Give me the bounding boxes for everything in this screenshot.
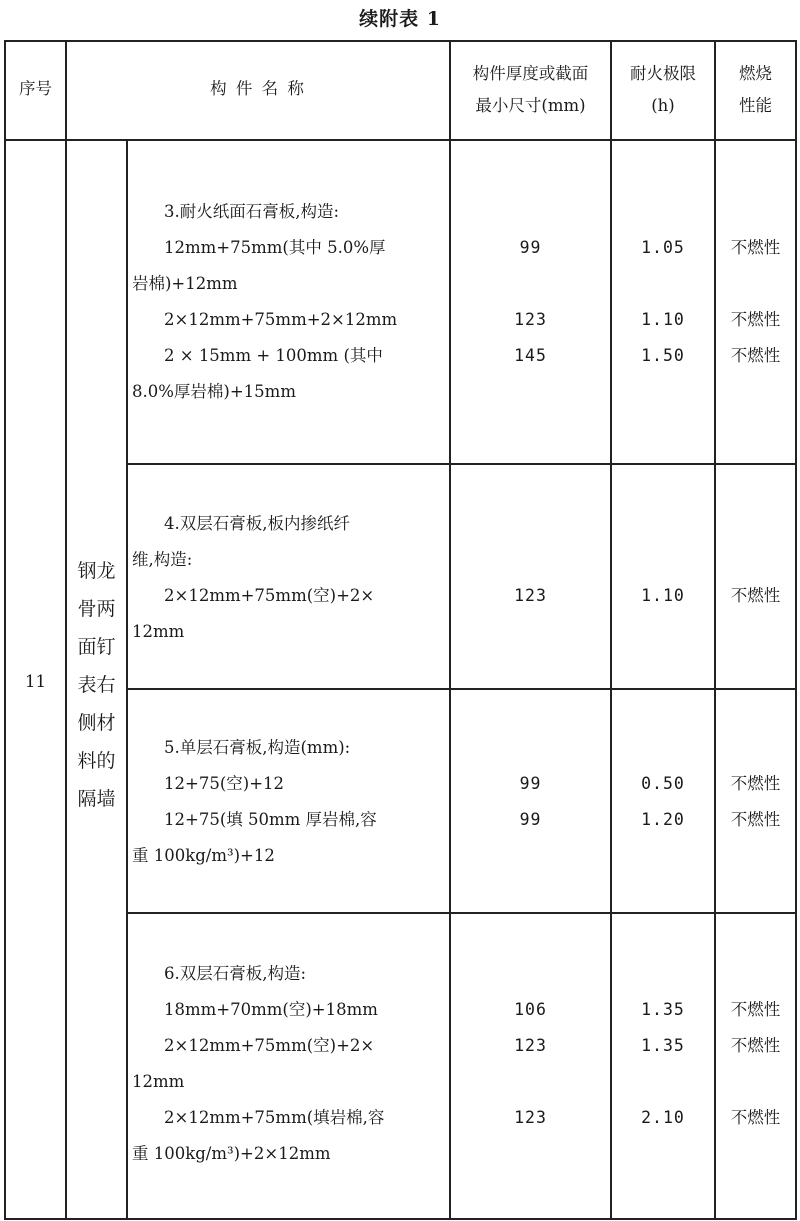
thickness-value: 99 [519,774,542,793]
fire-value: 1.20 [641,810,685,829]
section-6-line: 2×12mm+75mm(填岩棉,容 [164,1108,385,1127]
category-line: 隔墙 [77,788,116,810]
table-right-border [795,40,797,1220]
fire-value: 1.35 [641,1036,685,1055]
header-fire-line1: 耐火极限 [630,64,696,83]
thickness-value: 123 [514,310,547,329]
thickness-value: 99 [519,810,542,829]
section-3-line: 岩棉)+12mm [132,274,238,293]
thickness-value: 145 [514,346,547,365]
fire-value: 1.50 [641,346,685,365]
section-4-line: 4.双层石膏板,板内掺纸纤 [164,514,350,533]
fire-value: 2.10 [641,1108,685,1127]
burn-value: 不燃性 [730,774,781,793]
burn-value: 不燃性 [730,1036,781,1055]
section-5-line: 5.单层石膏板,构造(mm): [164,738,351,757]
section-6-line: 18mm+70mm(空)+18mm [164,1000,378,1019]
fire-value: 1.10 [641,586,685,605]
category-line: 料的 [77,750,116,772]
section-divider-1 [126,463,797,465]
header-thickness-line1: 构件厚度或截面 [472,64,589,83]
thickness-value: 99 [519,238,542,257]
header-fire-line2: (h) [651,96,675,115]
section-6-line: 2×12mm+75mm(空)+2× [164,1036,375,1055]
table-bottom-border [4,1218,797,1220]
section-5-line: 12+75(空)+12 [164,774,285,793]
header-seq: 序号 [19,79,52,98]
section-3-line: 8.0%厚岩棉)+15mm [132,382,296,401]
thickness-value: 123 [514,586,547,605]
header-bottom-border [4,139,797,141]
section-3-line: 12mm+75mm(其中 5.0%厚 [164,238,386,257]
thickness-value: 106 [514,1000,547,1019]
category-line: 表右 [77,674,116,696]
burn-value: 不燃性 [730,346,781,365]
category-line: 侧材 [77,712,116,734]
section-divider-3 [126,912,797,914]
row-category [67,552,126,818]
section-6-line: 重 100kg/m³)+2×12mm [132,1144,331,1163]
section-5-line: 12+75(填 50mm 厚岩棉,容 [164,810,377,829]
section-6-line: 12mm [132,1072,185,1091]
section-6-line: 6.双层石膏板,构造: [164,964,307,983]
table-top-border [4,40,797,42]
section-4-line: 2×12mm+75mm(空)+2× [164,586,375,605]
burn-value: 不燃性 [730,1000,781,1019]
table-title: 续附表 1 [359,8,441,30]
burn-value: 不燃性 [730,810,781,829]
row-seq: 11 [25,672,46,691]
section-3-line: 3.耐火纸面石膏板,构造: [164,202,340,221]
category-column-border [126,139,128,1220]
header-burn-line2: 性能 [739,96,772,115]
fire-value: 1.05 [641,238,685,257]
section-3-line: 2 × 15mm + 100mm (其中 [164,346,383,365]
category-line: 钢龙 [77,560,116,582]
thickness-value: 123 [514,1036,547,1055]
thickness-value: 123 [514,1108,547,1127]
burn-value: 不燃性 [730,238,781,257]
header-burn-line1: 燃烧 [739,64,772,83]
header-name: 构 件 名 称 [210,79,306,98]
section-5-line: 重 100kg/m³)+12 [132,846,275,865]
section-4-line: 12mm [132,622,185,641]
table-left-border [4,40,6,1220]
burn-value: 不燃性 [730,310,781,329]
fire-value: 0.50 [641,774,685,793]
section-divider-2 [126,688,797,690]
header-thickness-line2: 最小尺寸(mm) [475,96,586,115]
fire-value: 1.10 [641,310,685,329]
fire-value: 1.35 [641,1000,685,1019]
fire-resistance-table [4,40,797,1220]
category-line: 骨两 [77,598,116,620]
section-4-line: 维,构造: [132,550,193,569]
category-line: 面钉 [77,636,116,658]
burn-value: 不燃性 [730,1108,781,1127]
section-3-line: 2×12mm+75mm+2×12mm [164,310,398,329]
burn-value: 不燃性 [730,586,781,605]
